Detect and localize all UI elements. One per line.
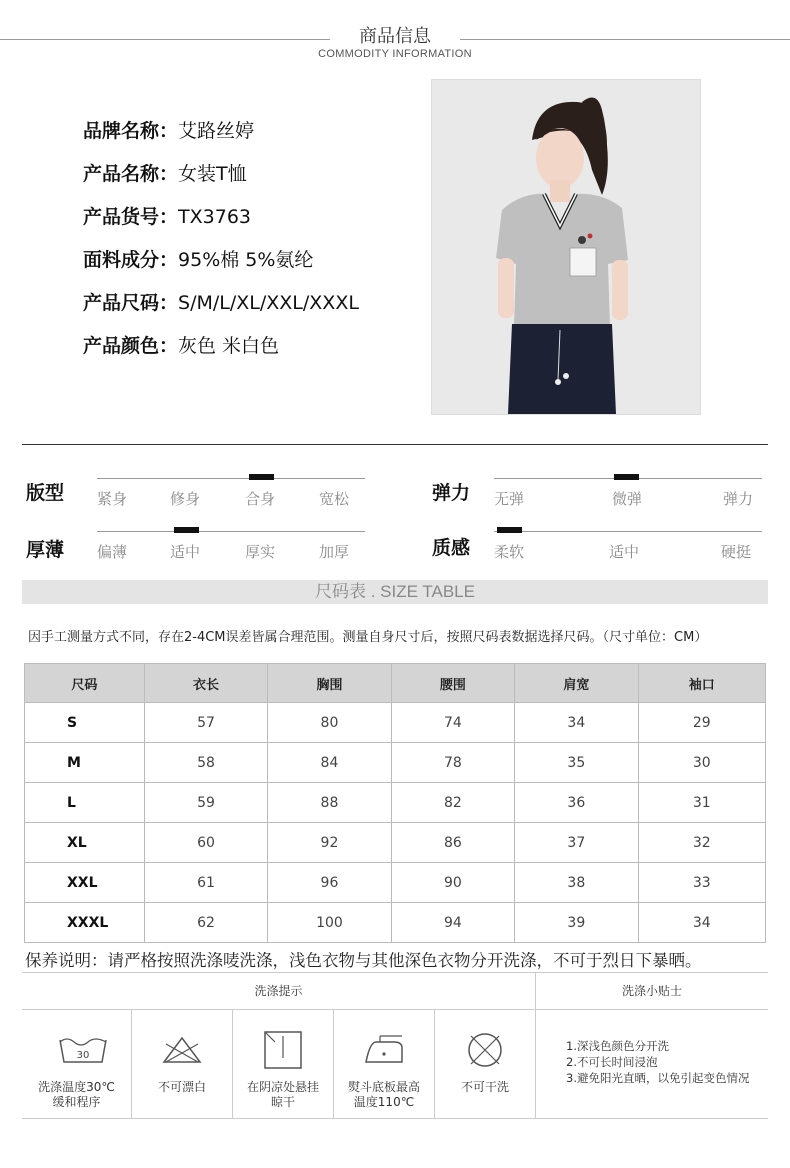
no-dry-clean-icon: [435, 1030, 535, 1070]
size-name-cell: XL: [25, 823, 145, 863]
measurement-cell: 34: [638, 903, 765, 943]
wash-item: [132, 1010, 232, 1118]
fit-option: 修身: [170, 490, 201, 508]
measurement-cell: 94: [391, 903, 514, 943]
col-header: 腰围: [391, 664, 514, 703]
measurement-cell: 100: [268, 903, 391, 943]
texture-option: 硬挺: [721, 543, 752, 561]
measurement-cell: 82: [391, 783, 514, 823]
texture-scale-line: [494, 531, 762, 532]
measurement-cell: 58: [144, 743, 267, 783]
size-table-body: [25, 703, 766, 943]
measurement-cell: 31: [638, 783, 765, 823]
thickness-option: 加厚: [319, 543, 350, 561]
elastic-option: 弹力: [723, 490, 754, 508]
table-row: [25, 903, 766, 943]
table-row: [25, 823, 766, 863]
section-subtitle: COMMODITY INFORMATION: [318, 48, 472, 60]
fit-option: 宽松: [319, 490, 350, 508]
size-table-header: [25, 664, 766, 703]
care-rule-bottom: [22, 1118, 768, 1119]
section-title: 商品信息: [359, 26, 431, 47]
texture-option: 柔软: [494, 543, 525, 561]
attr-thickness-label: 厚薄: [26, 539, 65, 561]
table-row: [25, 783, 766, 823]
wash-item: [22, 1010, 131, 1118]
table-row: [25, 703, 766, 743]
fit-scale-line: [97, 478, 365, 479]
measurement-cell: 36: [515, 783, 638, 823]
measurement-cell: 78: [391, 743, 514, 783]
size-name-cell: S: [25, 703, 145, 743]
col-header: 胸围: [268, 664, 391, 703]
thickness-scale-line: [97, 531, 365, 532]
info-colors: 产品颜色：灰色 米白色: [83, 335, 280, 357]
texture-scale-marker: [497, 527, 522, 533]
measurement-cell: 92: [268, 823, 391, 863]
wash-label: 洗涤温度30℃ 缓和程序: [38, 1080, 115, 1109]
col-header: 尺码: [25, 664, 145, 703]
divider: [22, 444, 768, 445]
wash-tip: 3.避免阳光直晒，以免引起变色情况: [566, 1071, 750, 1085]
measurement-cell: 96: [268, 863, 391, 903]
measurement-cell: 34: [515, 703, 638, 743]
measurement-cell: 61: [144, 863, 267, 903]
size-name-cell: XXXL: [25, 903, 145, 943]
info-fabric: 面料成分：95%棉 5%氨纶: [83, 249, 314, 271]
info-sku: 产品货号：TX3763: [83, 206, 251, 228]
care-instructions: 保养说明：请严格按照洗涤唛洗涤，浅色衣物与其他深色衣物分开洗涤，不可于烈日下暴晒。: [25, 951, 702, 970]
measurement-cell: 57: [144, 703, 267, 743]
measurement-cell: 59: [144, 783, 267, 823]
col-header: 袖口: [638, 664, 765, 703]
measurement-cell: 74: [391, 703, 514, 743]
wash-label: 不可漂白: [157, 1080, 206, 1094]
measurement-cell: 62: [144, 903, 267, 943]
measurement-cell: 38: [515, 863, 638, 903]
size-name-cell: L: [25, 783, 145, 823]
size-table: [24, 663, 766, 943]
table-row: [25, 863, 766, 903]
thickness-option: 适中: [170, 543, 201, 561]
measurement-cell: 60: [144, 823, 267, 863]
wash-item: [334, 1010, 434, 1118]
info-brand: 品牌名称：艾路丝婷: [83, 120, 255, 142]
wash-tip: 2.不可长时间浸泡: [566, 1055, 658, 1069]
measurement-cell: 30: [638, 743, 765, 783]
no-bleach-icon: [132, 1030, 232, 1070]
size-table-band: [22, 580, 768, 604]
product-photo: [431, 79, 701, 415]
fit-scale-marker: [249, 474, 274, 480]
info-name: 产品名称：女装T恤: [83, 163, 247, 185]
fit-option: 紧身: [97, 490, 128, 508]
thickness-scale-marker: [174, 527, 199, 533]
texture-option: 适中: [609, 543, 640, 561]
thickness-option: 厚实: [245, 543, 276, 561]
measurement-cell: 33: [638, 863, 765, 903]
hang-dry-shade-icon: [233, 1030, 333, 1070]
fit-option: 合身: [245, 490, 276, 508]
attr-fit-label: 版型: [26, 482, 65, 504]
measurement-cell: 32: [638, 823, 765, 863]
attr-elastic-label: 弹力: [432, 482, 471, 504]
wash-header: 洗涤提示: [254, 984, 303, 998]
measurement-cell: 86: [391, 823, 514, 863]
iron-icon: [334, 1030, 434, 1070]
wash-label: 不可干洗: [460, 1080, 509, 1094]
tips-header: 洗涤小贴士: [621, 984, 682, 998]
wash-item: [233, 1010, 333, 1118]
size-table-title: 尺码表 . SIZE TABLE: [315, 582, 475, 601]
size-name-cell: XXL: [25, 863, 145, 903]
wash-tip: 1.深浅色颜色分开洗: [566, 1039, 669, 1053]
attr-texture-label: 质感: [432, 537, 471, 559]
wash-tips-list: [566, 1038, 749, 1086]
measurement-note: 因手工测量方式不同，存在2-4CM误差皆属合理范围。测量自身尺寸后，按照尺码表数据选择尺码。（尺寸单位：CM）: [28, 630, 708, 645]
measurement-cell: 80: [268, 703, 391, 743]
measurement-cell: 37: [515, 823, 638, 863]
elastic-scale-marker: [614, 474, 639, 480]
measurement-cell: 29: [638, 703, 765, 743]
wash-label: 在阴凉处悬挂 晾干: [246, 1080, 319, 1109]
wash-item: [435, 1010, 535, 1118]
col-header: 肩宽: [515, 664, 638, 703]
wash-30-icon: [22, 1030, 131, 1070]
measurement-cell: 84: [268, 743, 391, 783]
measurement-cell: 88: [268, 783, 391, 823]
col-header: 衣长: [144, 664, 267, 703]
elastic-option: 无弹: [494, 490, 525, 508]
wash-label: 熨斗底板最高 温度110℃: [347, 1080, 420, 1109]
elastic-option: 微弹: [612, 490, 643, 508]
table-row: [25, 743, 766, 783]
measurement-cell: 35: [515, 743, 638, 783]
measurement-cell: 90: [391, 863, 514, 903]
measurement-cell: 39: [515, 903, 638, 943]
size-name-cell: M: [25, 743, 145, 783]
info-sizes: 产品尺码：S/M/L/XL/XXL/XXXL: [83, 292, 359, 314]
wash-temp-number: 30: [76, 1050, 90, 1061]
thickness-option: 偏薄: [97, 543, 128, 561]
